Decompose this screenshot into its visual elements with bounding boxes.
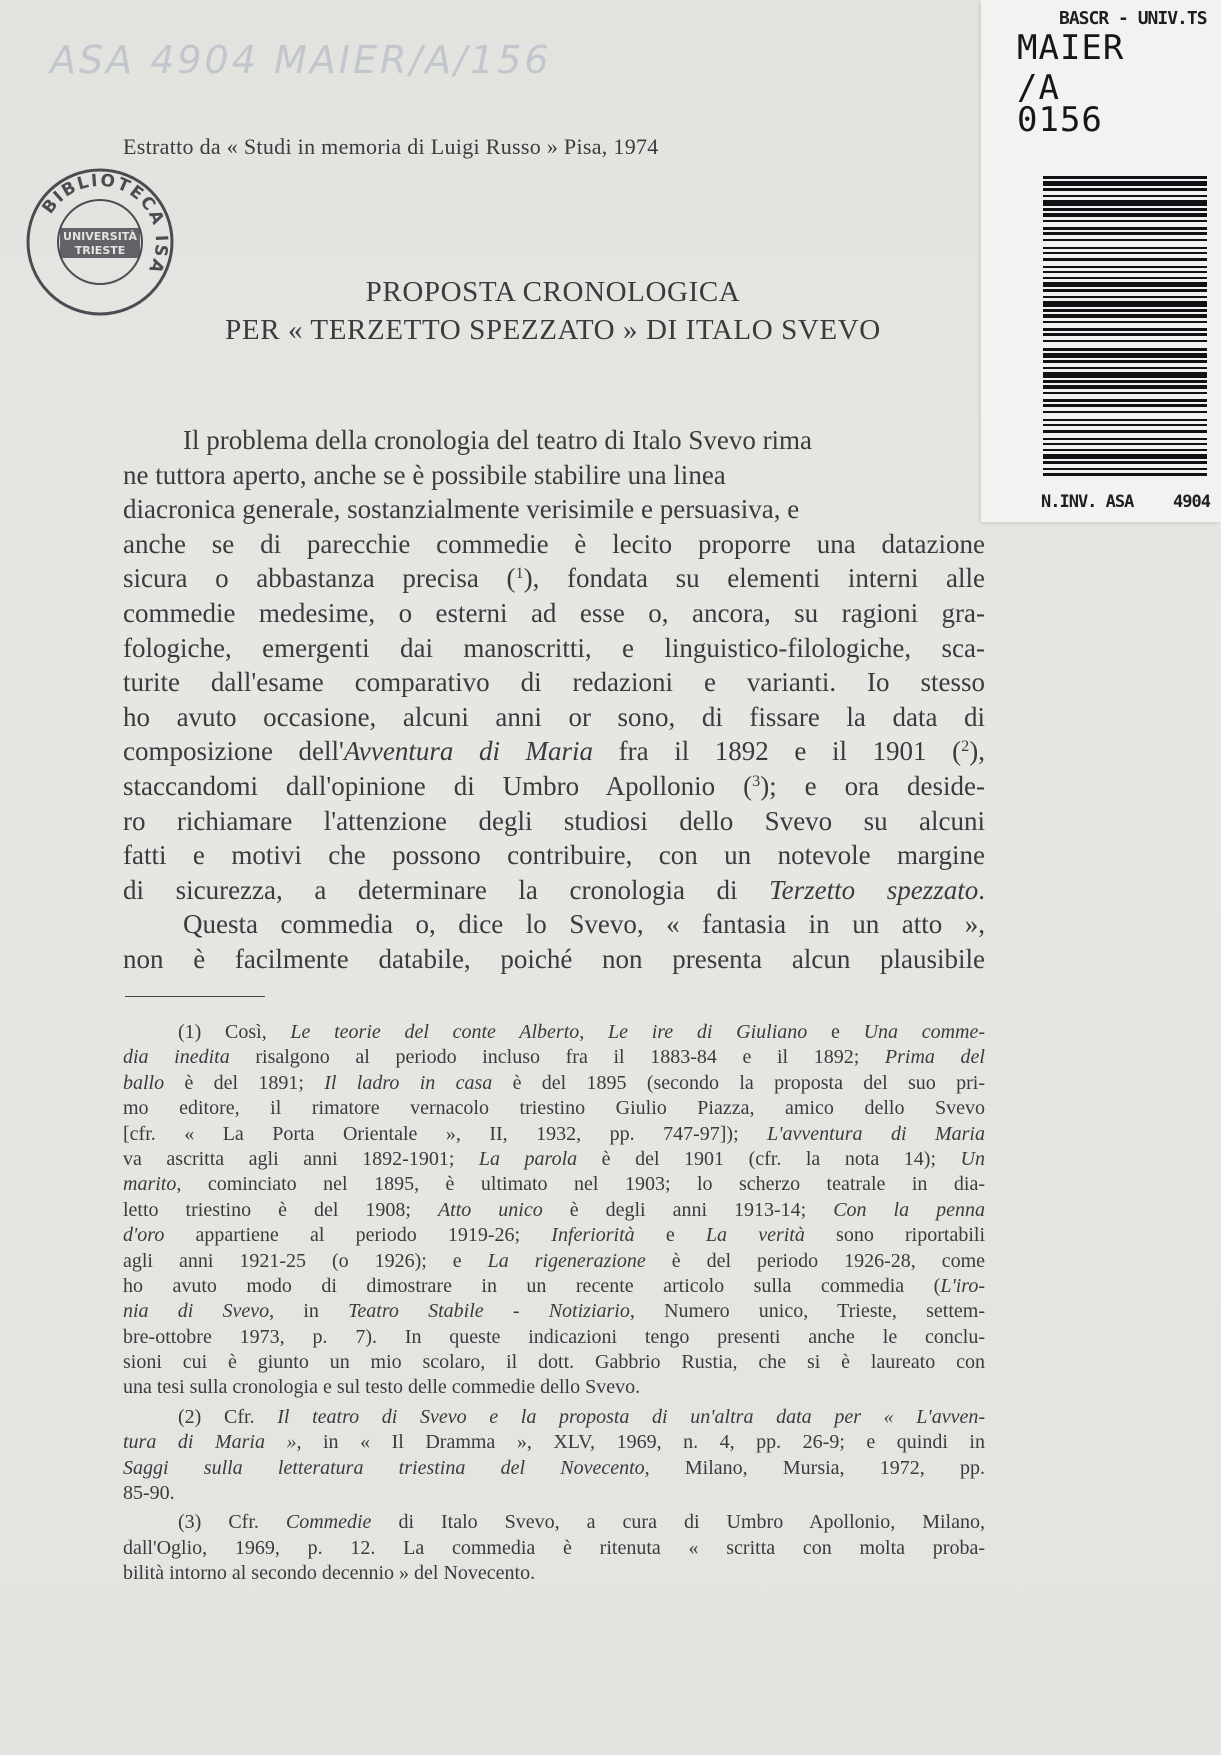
body-fragment: fra il 1892 e il 1901 ( (593, 736, 962, 767)
footnote-line (123, 1172, 985, 1197)
barcode-bar (1043, 208, 1207, 211)
barcode-bar (1043, 301, 1207, 307)
footnote-fragment: è del 1891; (164, 1071, 325, 1094)
footnote-line (123, 1405, 985, 1430)
footnote-italic: Atto unico (437, 1198, 543, 1221)
footnote-line (123, 1481, 985, 1506)
footnote-fragment: 85-90. (123, 1482, 175, 1505)
footnote-fragment: bilità intorno al secondo decennio » del Novecento. (123, 1562, 536, 1585)
footnote-fragment: è del 1901 (cfr. la nota 14); (577, 1147, 961, 1170)
barcode-bar (1043, 399, 1207, 402)
barcode-bar (1043, 321, 1207, 323)
italic-title: Terzetto spezzato (769, 874, 979, 905)
barcode-bar (1043, 271, 1207, 273)
barcode-bar (1043, 232, 1207, 235)
barcode-bar (1043, 176, 1207, 179)
barcode-bar (1043, 468, 1207, 470)
stamp-ring-text: BIBLIOTECA ISA (38, 170, 172, 278)
footnote-fragment: , (579, 1021, 608, 1043)
footnote-line (123, 1122, 985, 1147)
footnote-line (123, 1430, 985, 1455)
body-line: fologiche, emergenti dai manoscritti, e linguistico-filologiche, sca- (123, 632, 985, 663)
library-label (981, 0, 1221, 522)
footnote-italic: Il teatro di Svevo e la proposta di un'altra data per « L'avven- (277, 1405, 985, 1428)
barcode-bar (1043, 188, 1207, 191)
footnote-italic: dia inedita (123, 1046, 230, 1069)
footnote-italic: L'avventura di Maria (767, 1122, 985, 1145)
footnote-line (123, 1274, 985, 1299)
body-line: anche se di parecchie commedie è lecito proporre una datazione (123, 528, 985, 559)
footnote-italic: La parola (478, 1147, 578, 1170)
footnote-fragment: (3) Cfr. (178, 1511, 286, 1534)
footnote-fragment: mo editore, il rimatore vernacolo triestino Giulio Piazza, amico dello Svevo (123, 1097, 985, 1120)
barcode-bar (1043, 411, 1207, 413)
handwritten-shelf-note: ASA 4904 MAIER/A/156 (50, 38, 552, 82)
barcode-bar (1043, 258, 1207, 261)
footnote-italic: marito (123, 1173, 177, 1196)
body-line: Il problema della cronologia del teatro di Italo Svevo rima (183, 425, 813, 455)
footnote-italic: La rigenerazione (487, 1249, 646, 1272)
barcode-bar (1043, 353, 1207, 358)
body-text (123, 423, 985, 977)
barcode-bar (1043, 282, 1207, 287)
footnote-ref: 1 (515, 564, 524, 583)
body-fragment: . (978, 874, 986, 905)
footnote-line (123, 1325, 985, 1350)
barcode-bar (1043, 181, 1207, 186)
footnote-line (123, 1536, 985, 1561)
footnote-italic: Le teorie del conte Alberto (290, 1021, 580, 1043)
footnote-fragment: [cfr. « La Porta Orientale », II, 1932, pp. 747-97]); (123, 1122, 768, 1145)
label-shelfmark-line3: 0156 (1017, 100, 1103, 140)
footnote-italic: L'iro- (940, 1274, 985, 1297)
footnote-line (123, 1249, 985, 1274)
footnote-line (123, 1071, 985, 1096)
body-line: ho avuto occasione, alcuni anni or sono, di fissare la data di (123, 701, 985, 732)
body-fragment: ), (969, 736, 985, 767)
label-organization: BASCR - UNIV.TS (1059, 8, 1207, 29)
body-fragment: sicura o abbastanza precisa ( (123, 563, 516, 594)
footnote-italic: Saggi sulla letteratura triestina del Novecento (123, 1456, 645, 1479)
footnote-ref: 2 (961, 737, 970, 756)
body-line: diacronica generale, sostanzialmente verisimile e persuasiva, e (123, 494, 800, 525)
barcode-bar (1043, 473, 1207, 476)
body-line: non è facilmente databile, poiché non presenta alcun plausibile (123, 943, 985, 974)
barcode-bar (1043, 438, 1207, 440)
barcode-bar (1043, 227, 1207, 230)
footnote-fragment: è del 1895 (secondo la proposta del suo pri- (492, 1071, 986, 1094)
footnote-italic: Il ladro in casa (324, 1071, 493, 1094)
footnote-fragment: è degli anni 1913-14; (542, 1198, 834, 1221)
footnote-line (123, 1147, 985, 1172)
footnote-fragment: di Italo Svevo, a cura di Umbro Apollonio, Milano, (371, 1511, 985, 1534)
barcode-bar (1043, 454, 1207, 459)
footnote-italic: ballo (123, 1071, 165, 1094)
footnote-fragment: sono riportabili (804, 1224, 985, 1247)
footnote-italic: Commedie (285, 1511, 372, 1534)
footnote-fragment: sioni cui è giunto un mio scolaro, il dott. Gabbrio Rustia, che si è laureato con (123, 1351, 985, 1374)
body-fragment: composizione dell' (123, 736, 344, 767)
barcode-bar (1043, 404, 1207, 407)
body-line: ro richiamare l'attenzione degli studiosi dello Svevo su alcuni (123, 805, 985, 836)
footnote-fragment: , in (269, 1300, 349, 1323)
barcode-bar (1043, 252, 1207, 254)
body-line (123, 873, 985, 908)
footnote-fragment: va ascritta agli anni 1892-1901; (123, 1147, 479, 1170)
barcode-bar (1043, 372, 1207, 378)
footnote-fragment: , Numero unico, Trieste, settem- (629, 1300, 985, 1323)
label-inventory-label: N.INV. ASA (1041, 492, 1134, 512)
stamp-center-line2: TRIESTE (74, 244, 126, 257)
barcode-bar (1043, 367, 1207, 369)
footnote-italic: La verità (705, 1224, 805, 1247)
footnote-ref: 3 (752, 772, 761, 791)
barcode-bar (1043, 385, 1207, 389)
stamp-center-line1: UNIVERSITÀ (63, 230, 137, 243)
body-line: Questa commedia o, dice lo Svevo, « fantasia in un atto », (183, 909, 985, 940)
barcode-bar (1043, 239, 1207, 241)
barcode-bar (1043, 314, 1207, 318)
footnote-fragment: (1) Così, (178, 1021, 291, 1043)
footnote-fragment: , Milano, Mursia, 1972, pp. (644, 1456, 985, 1479)
body-line (123, 734, 985, 769)
footnote-line (123, 1299, 985, 1324)
body-line (123, 561, 985, 596)
barcode-bar (1043, 195, 1207, 197)
footnote-line (123, 1375, 985, 1400)
footnote-italic: Teatro Stabile - Notiziario (348, 1300, 630, 1323)
title-line-2: PER « TERZETTO SPEZZATO » DI ITALO SVEVO (225, 314, 881, 346)
footnote-line (123, 1198, 985, 1223)
barcode-bar (1043, 277, 1207, 279)
barcode-bar (1043, 200, 1207, 206)
barcode-bar (1043, 419, 1207, 421)
footnotes (123, 1020, 985, 1587)
footnote-rule (125, 996, 265, 997)
footnote-italic: d'oro (123, 1224, 165, 1247)
footnote-line (123, 1223, 985, 1248)
barcode-bar (1043, 289, 1207, 292)
body-line: ne tuttora aperto, anche se è possibile stabilire una linea (123, 459, 726, 490)
footnote-line (123, 1045, 985, 1070)
barcode-bar (1043, 247, 1207, 249)
footnote-italic: Con la penna (833, 1198, 985, 1221)
barcode-bar (1043, 430, 1207, 433)
barcode-bar (1043, 309, 1207, 312)
footnote-fragment: , in « Il Dramma », XLV, 1969, n. 4, pp. 26-9; e quindi in (296, 1431, 985, 1454)
svg-text:BIBLIOTECA ISA (38, 171, 171, 278)
barcode-bar (1043, 380, 1207, 383)
body-fragment: staccandomi dall'opinione di Umbro Apollonio ( (123, 770, 753, 801)
footnote-line (123, 1096, 985, 1121)
body-line (123, 769, 985, 804)
source-line: Estratto da « Studi in memoria di Luigi Russo » Pisa, 1974 (123, 134, 659, 159)
footnote-fragment: una tesi sulla cronologia e sul testo delle commedie dello Svevo. (123, 1376, 641, 1399)
barcode-bar (1043, 443, 1207, 445)
body-line: turite dall'esame comparativo di redazioni e varianti. Io stesso (123, 667, 985, 698)
footnote-italic: Un (960, 1147, 985, 1170)
footnote-fragment: e (807, 1021, 864, 1043)
body-line: commedie medesime, o esterni ad esse o, ancora, su ragioni gra- (123, 597, 985, 628)
footnote-fragment: è del periodo 1926-28, come (645, 1249, 986, 1272)
barcode-bar (1043, 461, 1207, 464)
footnote-italic: Inferiorità (551, 1224, 635, 1247)
footnote-line (123, 1561, 985, 1586)
barcode-bar (1043, 220, 1207, 222)
footnote-fragment: ho avuto modo di dimostrare in un recente articolo sulla commedia ( (123, 1274, 941, 1297)
footnote-fragment: dall'Oglio, 1969, p. 12. La commedia è ritenuta « scritta con molta proba- (123, 1536, 985, 1559)
body-fragment: di sicurezza, a determinare la cronologia di (123, 874, 770, 905)
footnote-fragment: appartiene al periodo 1919-26; (164, 1224, 552, 1247)
title-line-1: PROPOSTA CRONOLOGICA (365, 276, 741, 308)
barcode-bar (1043, 213, 1207, 217)
footnote-line (123, 1020, 985, 1045)
italic-title: Avventura di Maria (343, 736, 594, 767)
footnote-italic: nia di Svevo (123, 1300, 270, 1323)
footnote-fragment: letto triestino è del 1908; (123, 1198, 438, 1221)
footnote-fragment: bre-ottobre 1973, p. 7). In queste indicazioni tengo presenti anche le conclu- (123, 1325, 985, 1348)
barcode-bar (1043, 392, 1207, 394)
footnote-line (123, 1456, 985, 1481)
barcode-icon (1043, 176, 1207, 476)
barcode-bar (1043, 266, 1207, 268)
footnote-line (123, 1350, 985, 1375)
barcode-bar (1043, 296, 1207, 298)
body-line: fatti e motivi che possono contribuire, con un notevole margine (123, 840, 985, 871)
footnote-fragment: risalgono al periodo incluso fra il 1883-84 e il 1892; (229, 1046, 885, 1069)
footnote-italic: tura di Maria » (123, 1431, 297, 1454)
footnote-fragment: e (634, 1224, 706, 1247)
body-fragment: ), fondata su elementi interni alle (523, 563, 985, 594)
footnote-italic: Le ire di Giuliano (608, 1021, 808, 1043)
footnote-fragment: , cominciato nel 1895, è ultimato nel 1903; lo scherzo teatrale in dia- (176, 1173, 985, 1196)
label-shelfmark-line2: /A (1017, 68, 1060, 108)
barcode-bar (1043, 348, 1207, 351)
footnote-line (123, 1510, 985, 1535)
barcode-bar (1043, 424, 1207, 426)
barcode-bar (1043, 340, 1207, 342)
label-shelfmark-line1: MAIER (1017, 28, 1125, 68)
footnote-italic: Prima del (884, 1046, 985, 1069)
footnote-fragment: agli anni 1921-25 (o 1926); e (123, 1249, 488, 1272)
barcode-bar (1043, 328, 1207, 331)
barcode-bar (1043, 360, 1207, 363)
footnote-italic: Una comme- (863, 1021, 986, 1043)
label-inventory-number: 4904 (1173, 492, 1210, 512)
barcode-bar (1043, 449, 1207, 451)
footnote-fragment: (2) Cfr. (178, 1405, 278, 1428)
body-fragment: ); e ora deside- (760, 770, 985, 801)
barcode-bar (1043, 333, 1207, 336)
